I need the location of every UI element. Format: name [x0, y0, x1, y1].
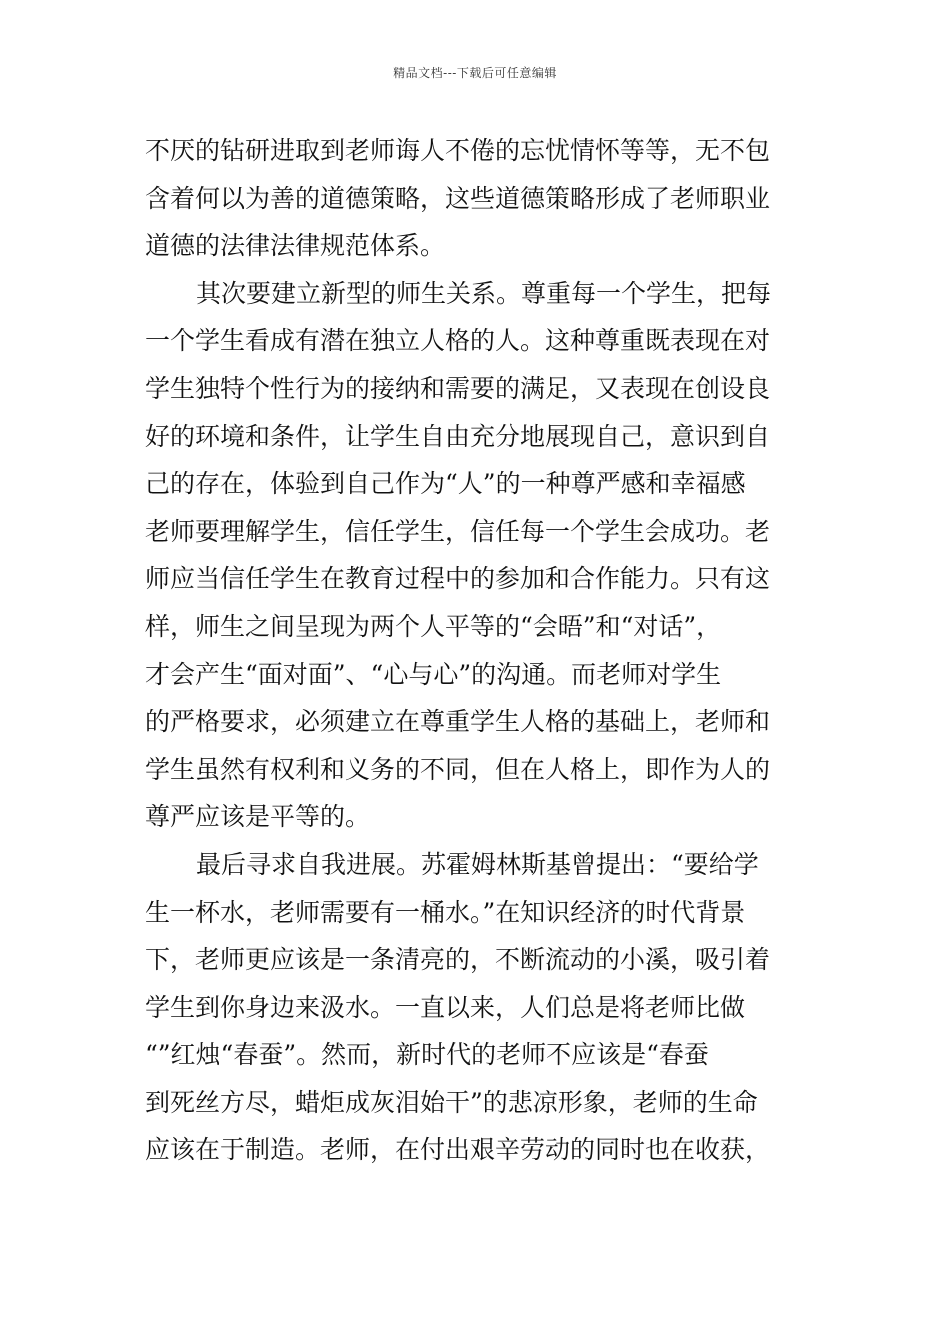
text-line: 含着何以为善的道德策略，这些道德策略形成了老师职业: [145, 183, 771, 213]
text-line: 尊严应该是平等的。: [145, 802, 371, 832]
text-line: 己的存在，体验到自己作为“人”的一种尊严感和幸福感: [145, 469, 746, 499]
text-line: “”红烛“春蚕”。然而，新时代的老师不应该是“春蚕: [145, 1040, 709, 1070]
text-line: 样，师生之间呈现为两个人平等的“会晤”和“对话”，: [145, 611, 722, 641]
paragraph-first-line: 其次要建立新型的师生关系。尊重每一个学生，把每: [196, 278, 772, 308]
text-line: 师应当信任学生在教育过程中的参加和合作能力。只有这: [145, 564, 771, 594]
text-line: 才会产生“面对面”、“心与心”的沟通。而老师对学生: [145, 659, 722, 689]
text-line: 好的环境和条件，让学生自由充分地展现自己，意识到自: [145, 421, 771, 451]
text-line: 学生到你身边来汲水。一直以来，人们总是将老师比做: [145, 992, 746, 1022]
text-line: 应该在于制造。老师，在付出艰辛劳动的同时也在收获，: [145, 1135, 771, 1165]
text-line: 学生独特个性行为的接纳和需要的满足，又表现在创设良: [145, 373, 771, 403]
text-line: 一个学生看成有潜在独立人格的人。这种尊重既表现在对: [145, 326, 771, 356]
text-line: 老师要理解学生，信任学生，信任每一个学生会成功。老: [145, 516, 771, 546]
text-line: 学生虽然有权利和义务的不同，但在人格上，即作为人的: [145, 754, 771, 784]
page-header: 精品文档---下载后可任意编辑: [393, 66, 557, 80]
paragraph-first-line: 最后寻求自我进展。苏霍姆林斯基曾提出：“要给学: [196, 849, 759, 879]
text-line: 下，老师更应该是一条清亮的，不断流动的小溪，吸引着: [145, 945, 771, 975]
text-line: 道德的法律法律规范体系。: [145, 231, 446, 261]
text-line: 生一杯水，老师需要有一桶水。”在知识经济的时代背景: [145, 897, 746, 927]
text-line: 的严格要求，必须建立在尊重学生人格的基础上，老师和: [145, 707, 771, 737]
document-body: [145, 127, 807, 1174]
text-line: 不厌的钻研进取到老师诲人不倦的忘忧情怀等等，无不包: [145, 136, 771, 165]
text-line: 到死丝方尽，蜡炬成灰泪始干”的悲凉形象，老师的生命: [145, 1087, 758, 1117]
